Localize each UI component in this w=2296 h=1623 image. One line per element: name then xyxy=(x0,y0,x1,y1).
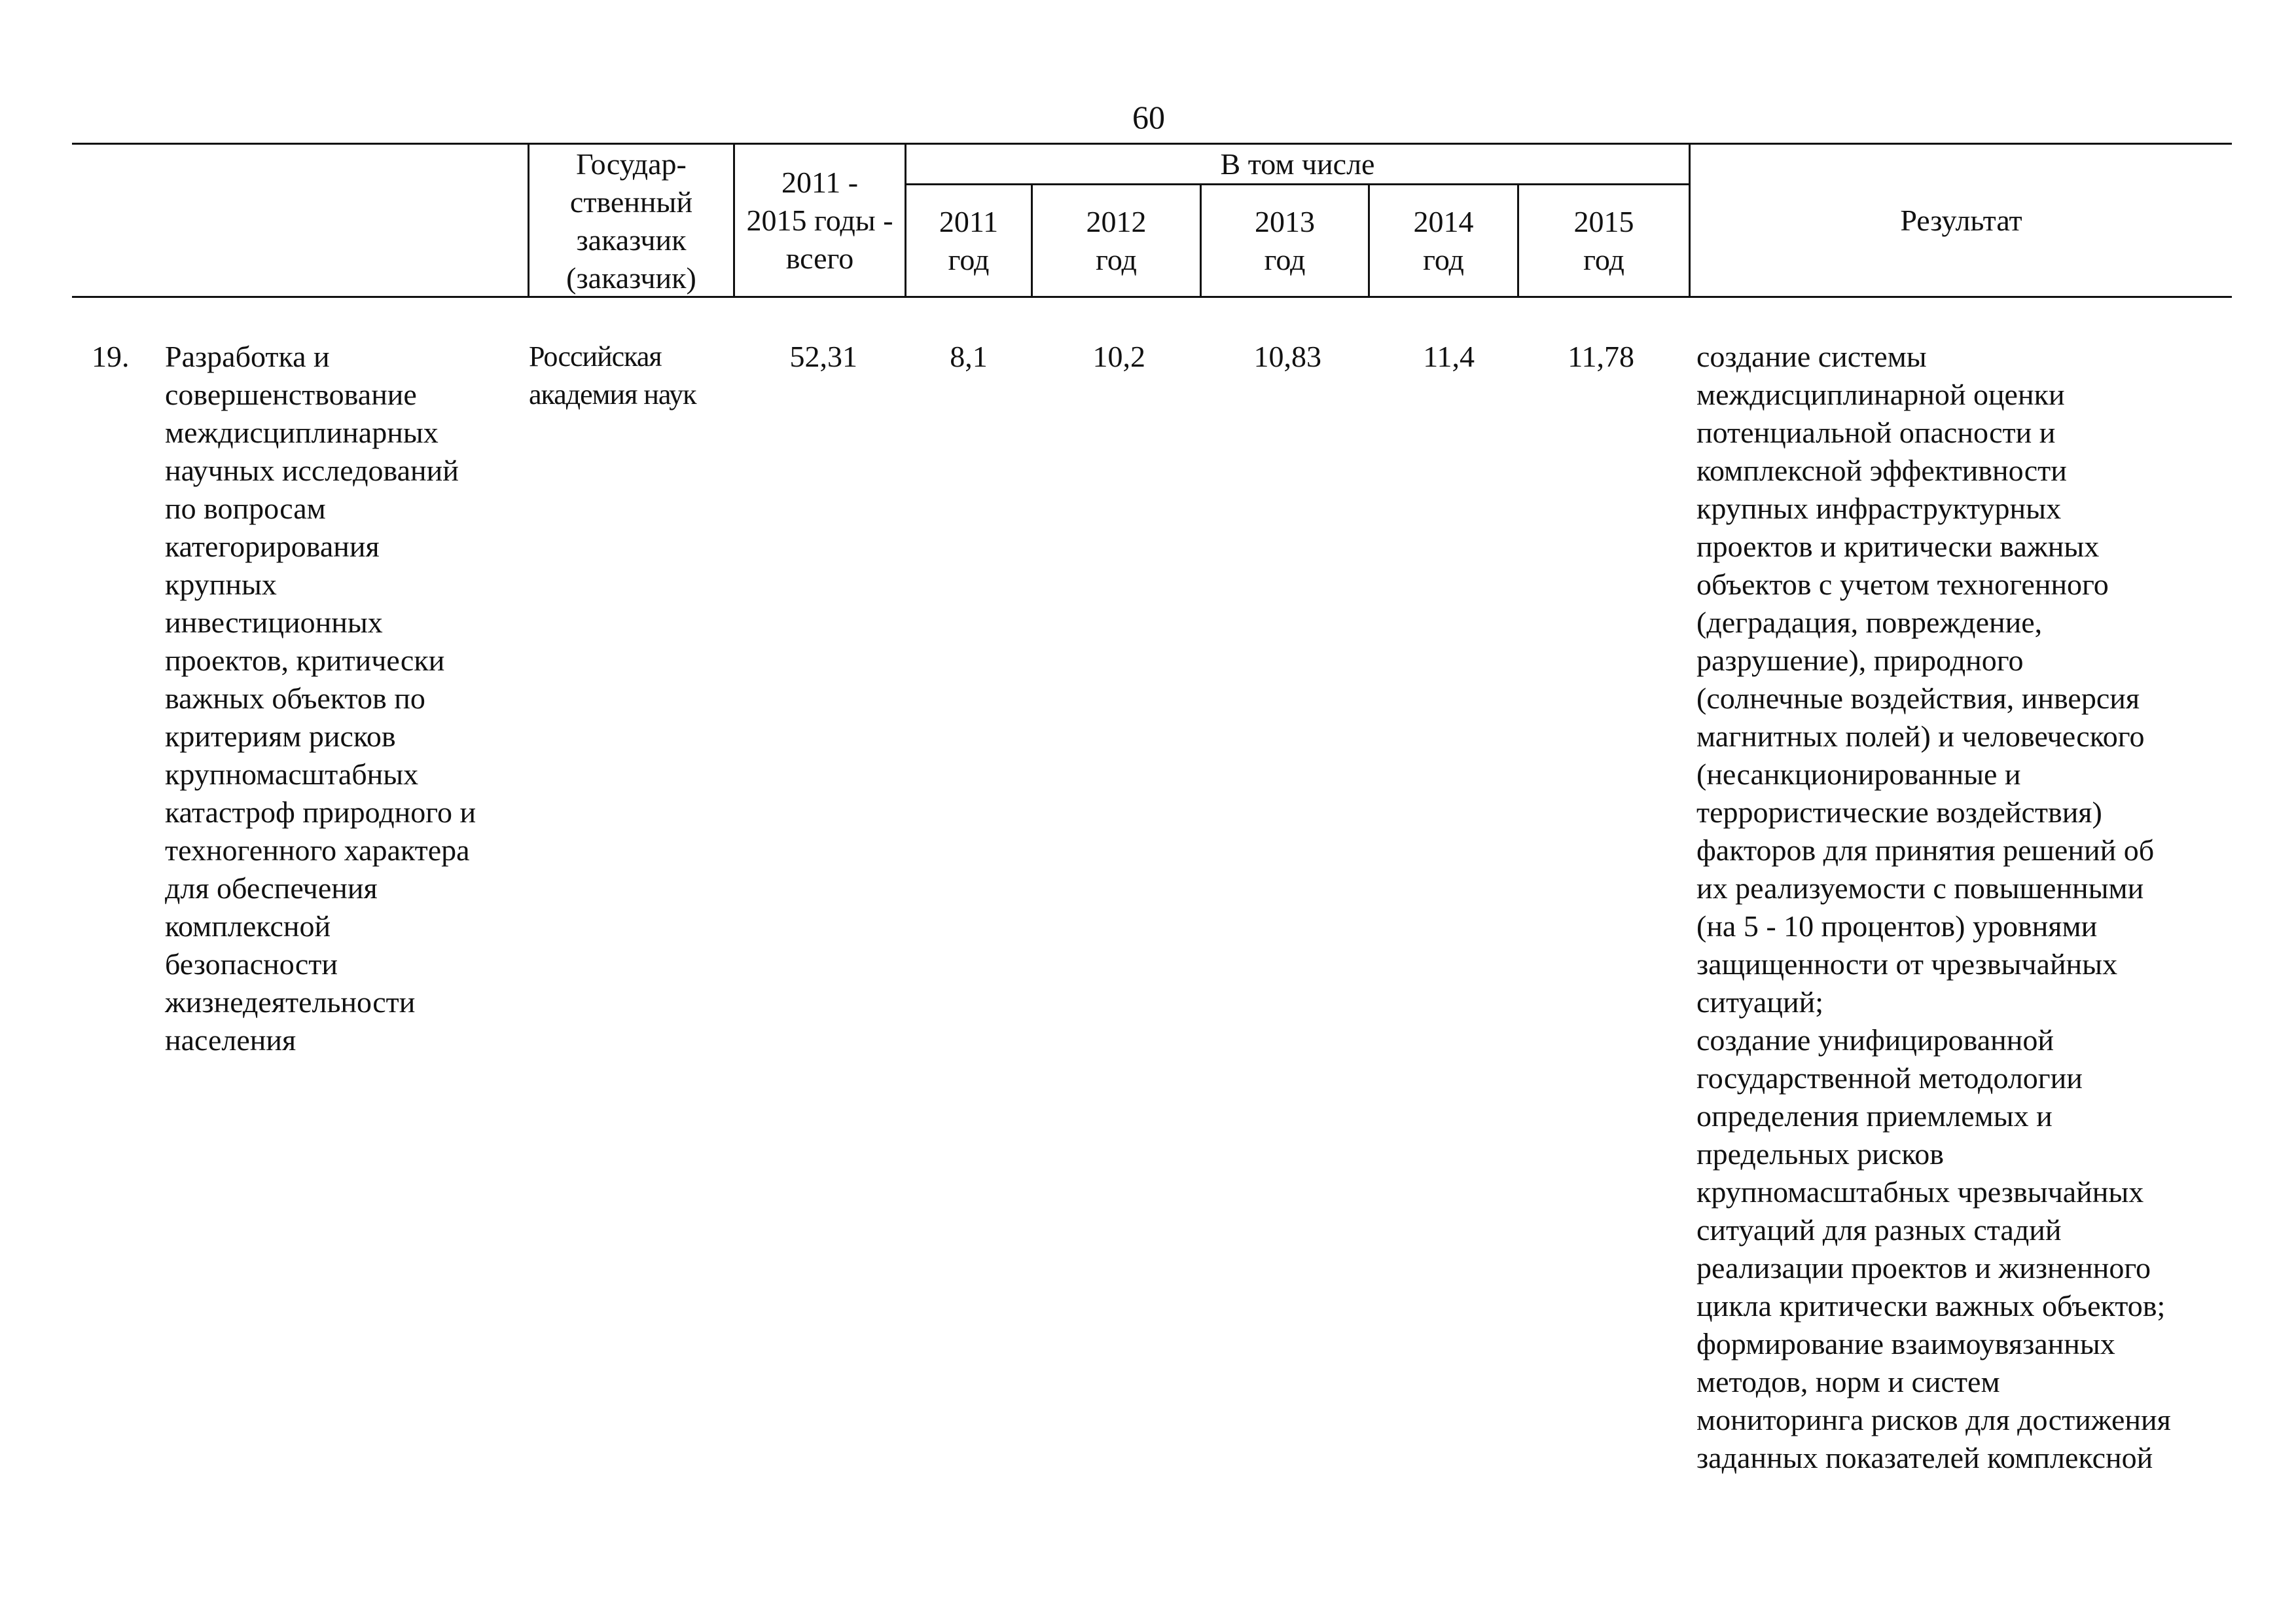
row-total: 52,31 xyxy=(789,340,857,373)
header-year-2012: 2012 год xyxy=(1086,205,1147,276)
header-year-2014: 2014 год xyxy=(1413,205,1474,276)
header-customer: Государ- ственный заказчик (заказчик) xyxy=(566,147,696,295)
row-customer: Российская академия наук xyxy=(529,340,696,410)
header-year-2015: 2015 год xyxy=(1573,205,1634,276)
subheader-rule xyxy=(906,183,1690,185)
row-name: Разработка и совершенствование междисциплинарных научных исследований по вопросам категорирования крупных инвестиционных проектов, критически важных объектов по критериям рисков крупномасштабных катастроф природного и техногенного характера для обеспечения комплексной безопасности жизнедеятельности населения xyxy=(165,340,476,1057)
page-number: 60 xyxy=(1132,99,1165,136)
row-result: создание системы междисциплинарной оценки потенциальной опасности и комплексной эффективности крупных инфраструктурных проектов и критически важных объектов с учетом техногенного (деградация, повреждение, разрушение), природного (солнечные воздействия, инверсия магнитных полей) и человеческого (несанкционированные и террористические воздействия) факторов для принятия решений об их реализуемости с повышенными (на 5 - 10 процентов) уровнями защищенности от чрезвычайных ситуаций; создание унифицированной государственной методологии определения приемлемых и предельных рисков крупномасштабных чрезвычайных ситуаций для разных стадий реализации проектов и жизненного цикла критически важных объектов; формирование взаимоувязанных методов, норм и систем мониторинга рисков для достижения заданных показателей комплексной xyxy=(1696,340,2171,1474)
row-number: 19. xyxy=(92,340,130,373)
row-value-2015: 11,78 xyxy=(1568,340,1634,373)
row-value-2014: 11,4 xyxy=(1423,340,1475,373)
header-year-2013: 2013 год xyxy=(1255,205,1315,276)
header-year-2011: 2011 год xyxy=(939,205,999,276)
row-value-2013: 10,83 xyxy=(1253,340,1321,373)
header-including: В том числе xyxy=(1220,147,1375,181)
header-result: Результат xyxy=(1900,204,2022,237)
header-total: 2011 - 2015 годы - всего xyxy=(746,166,893,275)
header-bottom-rule xyxy=(72,296,2232,298)
row-value-2011: 8,1 xyxy=(950,340,988,373)
table-top-rule xyxy=(72,143,2232,145)
row-value-2012: 10,2 xyxy=(1092,340,1145,373)
